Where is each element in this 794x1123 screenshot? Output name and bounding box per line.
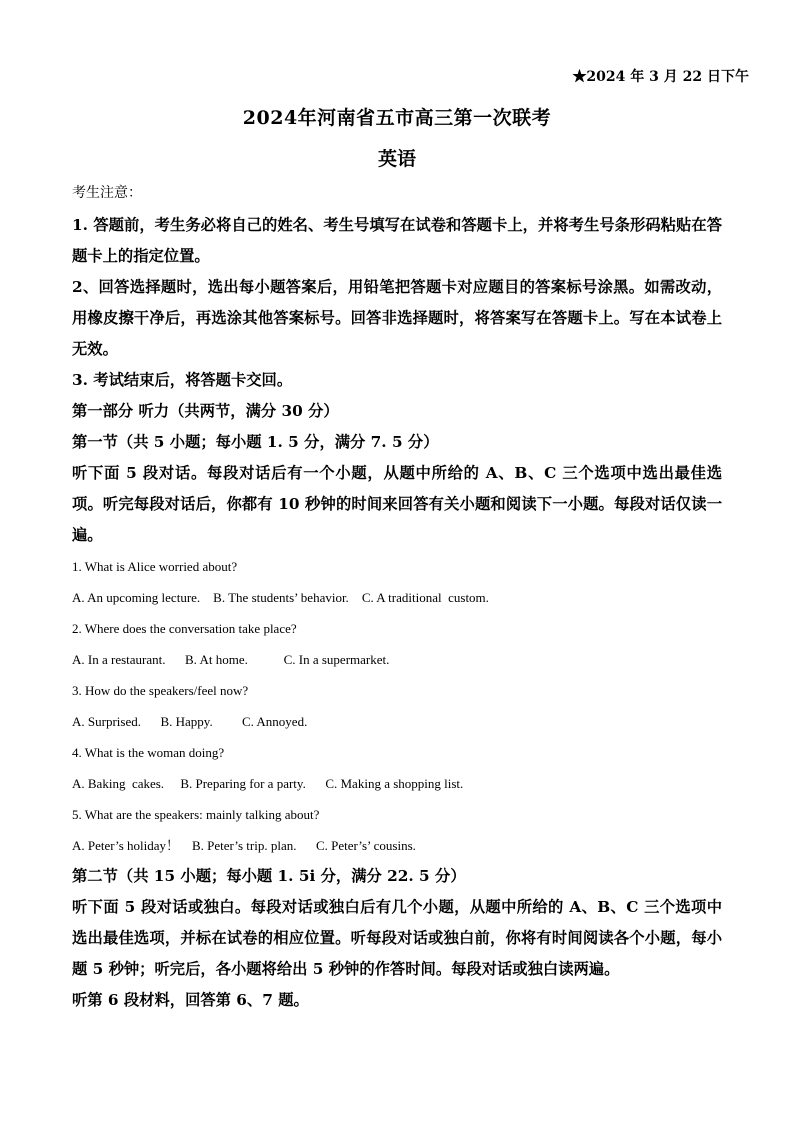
question-options (72, 582, 722, 613)
question-text: 5. What are the speakers: mainly talking about? (72, 807, 320, 822)
exam-date-note: ★2024 年 3 月 22 日下午 (572, 69, 749, 85)
question-options (72, 768, 722, 799)
option-a: A. An upcoming lecture. (72, 590, 201, 605)
option-b: B. Preparing for a party. (180, 776, 306, 791)
section2-instructions: 听下面 5 段对话或独白。每段对话或独白后有几个小题，从题中所给的 A、B、C 三个选项中选出最佳选项，并标在试卷的相应位置。听每段对话或独白前，你将有时间阅读各个小题，每小题 5 秒钟；听完后，各小题将给出 5 秒钟的作答时间。每段对话或独白读两遍。 (72, 898, 722, 978)
exam-subject: 英语 (377, 148, 416, 170)
option-c: C. A traditional custom. (361, 590, 489, 605)
option-b: B. The students’ behavior. (213, 590, 349, 605)
question-1 (72, 551, 722, 613)
question-3 (72, 675, 722, 737)
question-5 (72, 799, 722, 861)
option-c: C. Annoyed. (241, 714, 308, 729)
question-text: 4. What is the woman doing? (72, 745, 225, 760)
option-b: B. Peter’s trip. plan. (192, 838, 297, 853)
notice-heading: 考生注意： (72, 185, 142, 201)
option-c: C. Making a shopping list. (325, 776, 464, 791)
question-options (72, 644, 722, 675)
option-a: A. Baking cakes. (72, 776, 165, 791)
section1-instructions: 听下面 5 段对话。每段对话后有一个小题，从题中所给的 A、B、C 三个选项中选出最佳选项。听完每段对话后，你都有 10 秒钟的时间来回答有关小题和阅读下一小题。每段对话仅读一遍。 (72, 464, 722, 544)
option-b: B. At home. (185, 652, 248, 667)
question-options (72, 830, 722, 861)
notice-item: 3. 考试结束后，将答题卡交回。 (72, 371, 293, 389)
notice-item: 1. 答题前，考生务必将自己的姓名、考生号填写在试卷和答题卡上，并将考生号条形码粘贴在答题卡上的指定位置。 (72, 216, 722, 265)
option-c: C. Peter’s’ cousins. (315, 838, 416, 853)
question-text: 2. Where does the conversation take place? (72, 621, 297, 636)
option-c: C. In a supermarket. (283, 652, 390, 667)
option-a: A. Surprised. (72, 714, 141, 729)
section1-heading: 第一节（共 5 小题；每小题 1. 5 分，满分 7. 5 分） (72, 433, 439, 451)
exam-content (72, 180, 722, 1016)
question-options (72, 706, 722, 737)
part1-heading: 第一部分 听力（共两节，满分 30 分） (72, 402, 339, 420)
option-a: A. In a restaurant. (72, 652, 166, 667)
section2-heading: 第二节（共 15 小题；每小题 1. 5i 分，满分 22. 5 分） (72, 867, 466, 885)
question-4 (72, 737, 722, 799)
option-a: A. Peter’s holiday！ (72, 838, 179, 853)
option-b: B. Happy. (160, 714, 213, 729)
exam-title: 2024年河南省五市高三第一次联考 (242, 107, 552, 129)
material-note: 听第 6 段材料，回答第 6、7 题。 (72, 991, 309, 1009)
question-2 (72, 613, 722, 675)
question-text: 3. How do the speakers/feel now? (72, 683, 249, 698)
notice-item: 2、回答选择题时，选出每小题答案后，用铅笔把答题卡对应题目的答案标号涂黑。如需改动，用橡皮擦干净后，再选涂其他答案标号。回答非选择题时，将答案写在答题卡上。写在本试卷上无效。 (72, 278, 722, 358)
question-text: 1. What is Alice worried about? (72, 559, 238, 574)
